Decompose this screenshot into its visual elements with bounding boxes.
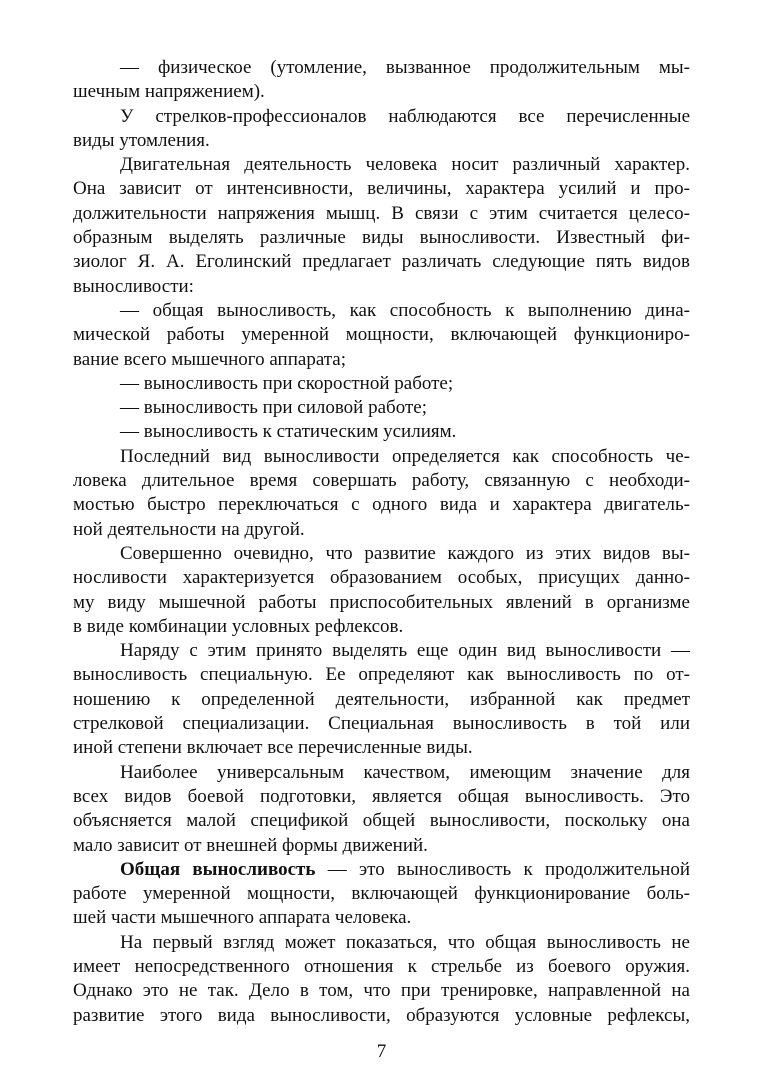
text-line: — выносливость при силовой работе; bbox=[120, 397, 427, 419]
text-line: Двигательная деятельность человека носит различный характер. bbox=[120, 154, 690, 176]
text-line: Наряду с этим принято выделять еще один вид выносливости — bbox=[120, 640, 690, 662]
text-line: — выносливость при скоростной работе; bbox=[120, 372, 454, 394]
page-number: 7 bbox=[376, 1041, 387, 1062]
text-line: — общая выносливость, как способность к выполнению дина- bbox=[120, 299, 690, 321]
text-line: На первый взгляд может показаться, что общая выносливость не bbox=[120, 931, 690, 953]
text-line: образным выделять различные виды выносливости. Известный фи- bbox=[73, 227, 690, 249]
text-line: Наиболее универсальным качеством, имеющим значение для bbox=[120, 761, 690, 783]
text-line: работе умеренной мощности, включающей функционирование боль- bbox=[73, 883, 690, 905]
text-line: зиолог Я. А. Еголинский предлагает различать следующие пять видов bbox=[73, 251, 690, 273]
text-line: мало зависит от внешней формы движений. bbox=[73, 834, 428, 856]
text-line: всех видов боевой подготовки, является общая выносливость. Это bbox=[73, 785, 690, 807]
text-line: ной деятельности на другой. bbox=[73, 518, 305, 540]
definition-line bbox=[73, 858, 690, 882]
text-line: ловека длительное время совершать работу, связанную с необходи- bbox=[73, 470, 690, 492]
text-line: Она зависит от интенсивности, величины, характера усилий и про- bbox=[73, 178, 690, 200]
text-line: шечным напряжением). bbox=[73, 81, 265, 103]
text-line: вание всего мышечного аппарата; bbox=[73, 348, 347, 370]
text-line: выносливость специальную. Ее определяют как выносливость по от- bbox=[73, 664, 690, 686]
text-line: Последний вид выносливости определяется как способность че- bbox=[120, 445, 690, 467]
text-line: должительности напряжения мышц. В связи с этим считается целесо- bbox=[73, 202, 690, 224]
text-line: стрелковой специализации. Специальная выносливость в той или bbox=[73, 713, 690, 735]
text-line: У стрелков-профессионалов наблюдаются все перечисленные bbox=[120, 105, 690, 127]
text-line: развитие этого вида выносливости, образуются условные рефлексы, bbox=[73, 1004, 690, 1026]
definition-text: — это выносливость к продолжительной bbox=[315, 858, 690, 880]
text-line: имеет непосредственного отношения к стрельбе из боевого оружия. bbox=[73, 955, 690, 977]
text-line: объясняется малой спецификой общей выносливости, поскольку она bbox=[73, 810, 690, 832]
body-text bbox=[73, 56, 690, 1028]
text-line: Совершенно очевидно, что развитие каждого из этих видов вы- bbox=[120, 542, 690, 564]
text-line: мостью быстро переключаться с одного вида и характера двигатель- bbox=[73, 494, 690, 516]
text-line: му виду мышечной работы приспособительных явлений в организме bbox=[73, 591, 690, 613]
text-line: — выносливость к статическим усилиям. bbox=[120, 421, 457, 443]
text-line: мической работы умеренной мощности, включающей функциониро- bbox=[73, 324, 690, 346]
bold-term: Общая выносливость bbox=[120, 858, 316, 880]
text-line: Однако это не так. Дело в том, что при тренировке, направленной на bbox=[73, 980, 690, 1002]
text-line: — физическое (утомление, вызванное продолжительным мы- bbox=[120, 57, 690, 78]
text-line: иной степени включает все перечисленные виды. bbox=[73, 737, 473, 759]
text-line: шей части мышечного аппарата человека. bbox=[73, 907, 412, 929]
text-line: ношению к определенной деятельности, избранной как предмет bbox=[73, 688, 690, 710]
text-line: выносливости: bbox=[73, 275, 194, 297]
text-line: носливости характеризуется образованием особых, присущих данно- bbox=[73, 567, 690, 589]
text-line: в виде комбинации условных рефлексов. bbox=[73, 615, 404, 637]
text-line: виды утомления. bbox=[73, 129, 210, 151]
